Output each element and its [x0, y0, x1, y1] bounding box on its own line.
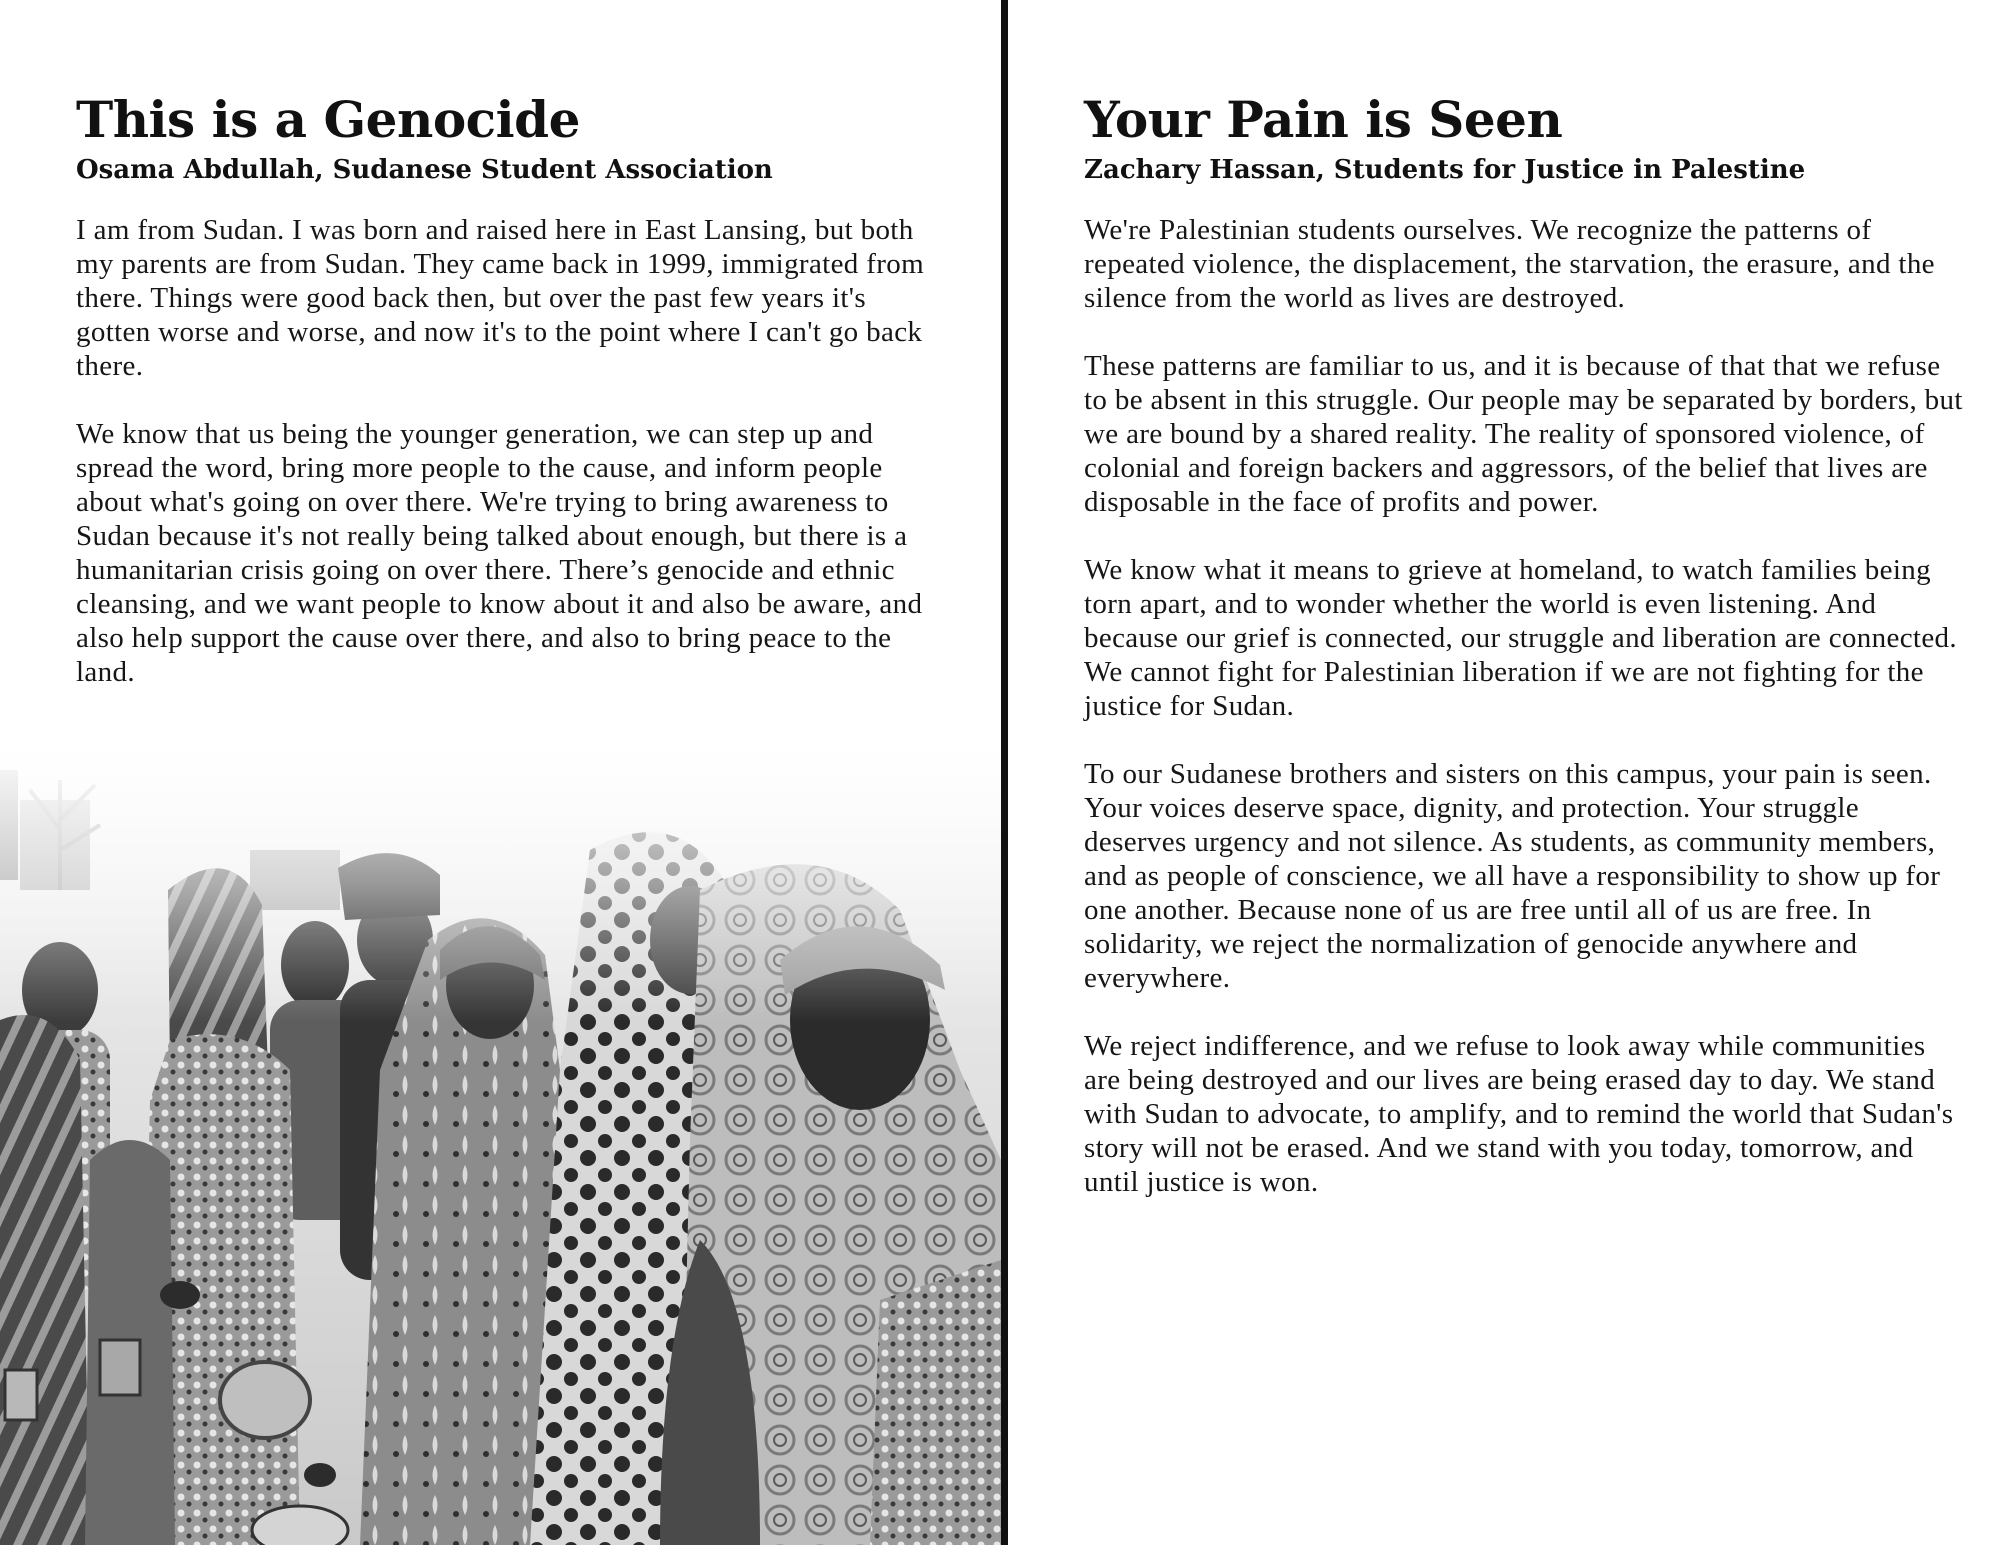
- right-paragraph-5: We reject indifference, and we refuse to look away while communities are being destroyed and our lives are being erased day to day. We stand with Sudan to advocate, to amplify, and to remind the world that Sudan's story will not be erased. And we stand with you today, tomorrow, and until justice is won.: [1084, 1030, 1954, 1198]
- right-paragraph-2: These patterns are familiar to us, and it is because of that that we refuse to be absent in this struggle. Our people may be separated by borders, but we are bound by a shared reality. The reality of sponsored violence, of colonial and foreign backers and aggressors, of the belief that lives are disposable in the face of profits and power.: [1084, 350, 1963, 518]
- right-article-title: Your Pain is Seen: [1084, 90, 1563, 149]
- page-divider: [1001, 0, 1008, 1545]
- crowd-photo: [0, 740, 1001, 1545]
- right-article-body: [1084, 213, 1964, 1199]
- right-paragraph-1: We're Palestinian students ourselves. We recognize the patterns of repeated violence, the displacement, the starvation, the erasure, and the silence from the world as lives are destroyed.: [1084, 214, 1935, 314]
- left-paragraph-1: I am from Sudan. I was born and raised here in East Lansing, but both my parents are from Sudan. They came back in 1999, immigrated from there. Things were good back then, but over the past few years it's gotten worse and worse, and now it's to the point where I can't go back there.: [76, 214, 925, 382]
- right-paragraph-3: We know what it means to grieve at homeland, to watch families being torn apart, and to wonder whether the world is even listening. And because our grief is connected, our struggle and liberation are connected. We cannot fight for Palestinian liberation if we are not fighting for the justice for Sudan.: [1084, 554, 1957, 722]
- left-paragraph-2: We know that us being the younger generation, we can step up and spread the word, bring more people to the cause, and inform people about what's going on over there. We're trying to bring awareness to Sudan because it's not really being talked about enough, but there is a humanitarian crisis going on over there. There’s genocide and ethnic cleansing, and we want people to know about it and also be aware, and also help support the cause over there, and also to bring peace to the land.: [76, 418, 923, 688]
- right-paragraph-4: To our Sudanese brothers and sisters on this campus, your pain is seen. Your voices deserve space, dignity, and protection. Your struggle deserves urgency and not silence. As students, as community members, and as people of conscience, we all have a responsibility to show up for one another. Because none of us are free until all of us are free. In solidarity, we reject the normalization of genocide anywhere and everywhere.: [1084, 758, 1941, 994]
- left-article-title: This is a Genocide: [76, 90, 580, 149]
- left-article-byline: Osama Abdullah, Sudanese Student Association: [76, 155, 773, 185]
- right-page: [1008, 0, 2000, 1545]
- left-article-body: [76, 213, 936, 689]
- right-article-byline: Zachary Hassan, Students for Justice in Palestine: [1084, 155, 1806, 185]
